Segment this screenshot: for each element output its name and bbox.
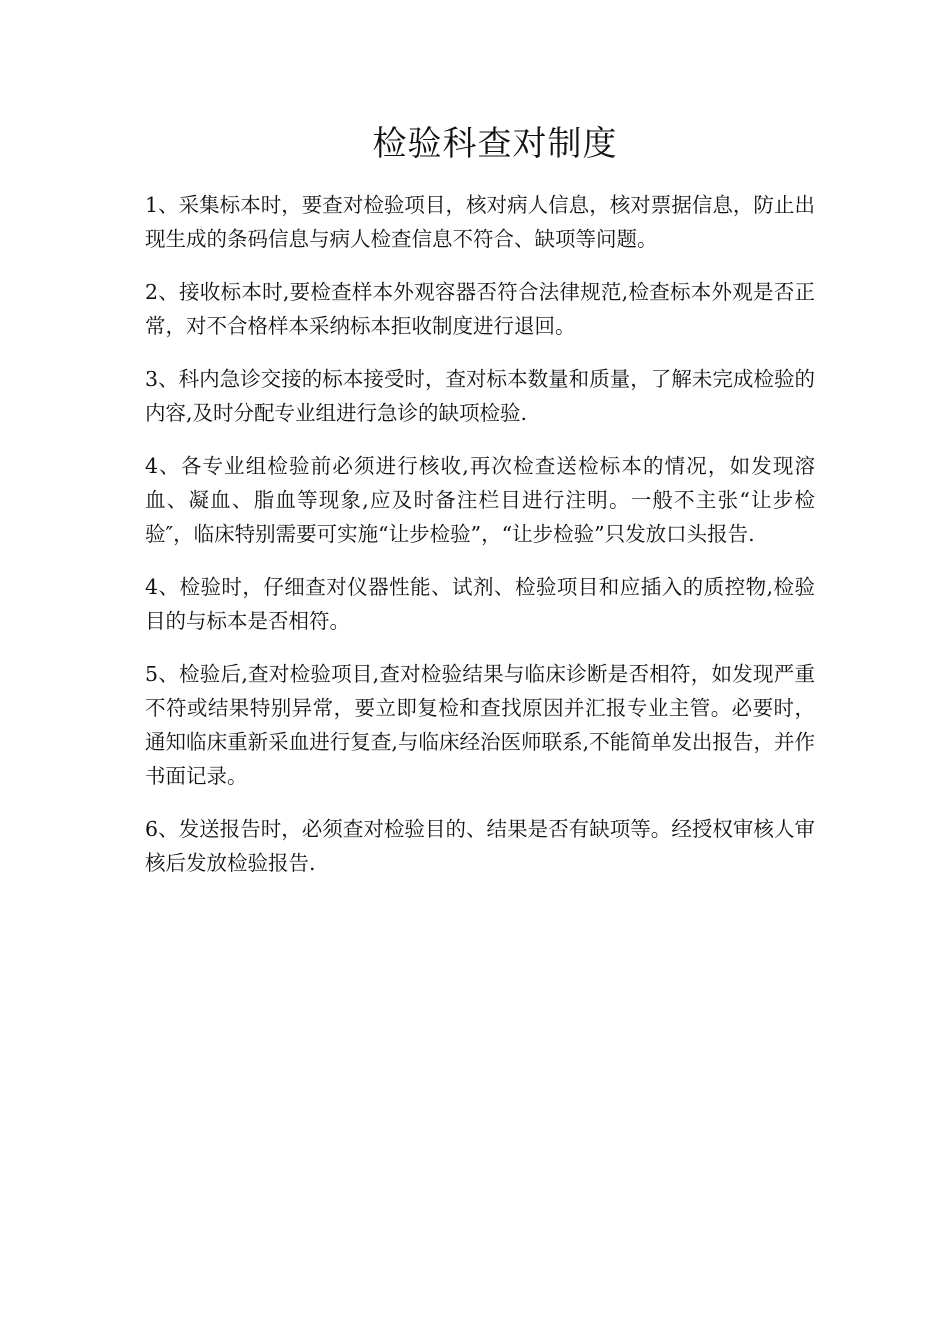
paragraph-4: 4、各专业组检验前必须进行核收,再次检查送检标本的情况，如发现溶血、凝血、脂血等现象,应及时备注栏目进行注明。一般不主张“让步检验″，临床特别需要可实施“让步检验”，“让步检验”只发放口头报告.: [145, 454, 815, 546]
document-title: 检验科查对制度: [372, 124, 618, 164]
paragraph-6: 5、检验后,查对检验项目,查对检验结果与临床诊断是否相符，如发现严重不符或结果特别异常，要立即复检和查找原因并汇报专业主管。必要时，通知临床重新采血进行复查,与临床经治医师联系,不能简单发出报告，并作书面记录。: [145, 662, 815, 788]
paragraph-2: 2、接收标本时,要检查样本外观容器否符合法律规范,检查标本外观是否正常，对不合格样本采纳标本拒收制度进行退回。: [145, 280, 815, 338]
paragraph-5: 4、检验时，仔细查对仪器性能、试剂、检验项目和应插入的质控物,检验目的与标本是否相符。: [145, 575, 815, 633]
paragraph-1: 1、采集标本时，要查对检验项目，核对病人信息，核对票据信息，防止出现生成的条码信息与病人检查信息不符合、缺项等问题。: [145, 193, 815, 251]
document-body: [145, 188, 815, 899]
paragraph-7: 6、发送报告时，必须查对检验目的、结果是否有缺项等。经授权审核人审核后发放检验报告.: [145, 817, 815, 875]
paragraph-3: 3、科内急诊交接的标本接受时，查对标本数量和质量，了解未完成检验的内容,及时分配专业组进行急诊的缺项检验.: [145, 367, 815, 425]
